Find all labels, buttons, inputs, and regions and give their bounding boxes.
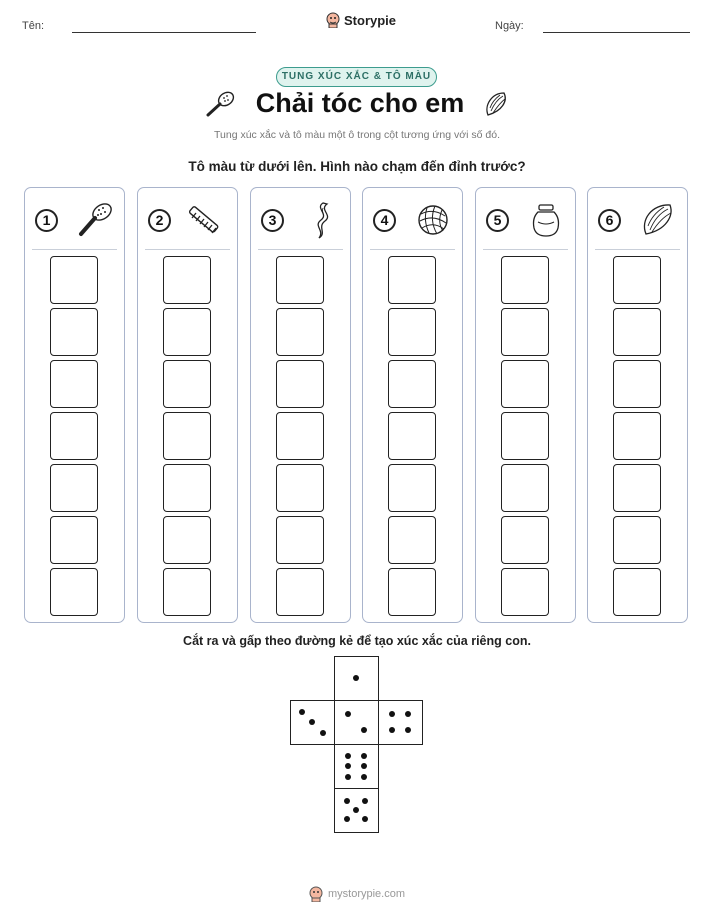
dice-pip [361,727,367,733]
column-number: 4 [373,209,396,232]
dice-pip [344,798,350,804]
instruction: Tô màu từ dưới lên. Hình nào chạm đến đỉnh trước? [188,159,526,174]
color-cell[interactable] [388,516,436,564]
dice-pip [405,711,411,717]
activity-badge: TUNG XÚC XẮC & TÔ MÀU [276,67,437,87]
color-cell[interactable] [276,308,324,356]
color-cell[interactable] [163,568,211,616]
dice-pip [345,753,351,759]
color-cell[interactable] [613,568,661,616]
color-cell[interactable] [613,412,661,460]
color-cell[interactable] [50,412,98,460]
color-cell[interactable] [50,308,98,356]
color-cell[interactable] [388,308,436,356]
dice-face-2 [334,700,379,745]
storypie-mascot-icon [326,12,340,28]
dice-pip [361,763,367,769]
cell-stack [501,256,549,620]
footer-url: mystorypie.com [327,888,406,900]
hairbrush-icon [75,200,115,240]
color-cell[interactable] [163,308,211,356]
dice-face-5 [334,788,379,833]
column-6 [587,187,688,623]
dice-pip [405,727,411,733]
color-cell[interactable] [50,516,98,564]
dice-pip [361,753,367,759]
color-cell[interactable] [613,256,661,304]
cut-instruction: Cắt ra và gấp theo đường kẻ để tạo xúc xắc của riêng con. [183,634,531,648]
color-cell[interactable] [50,360,98,408]
dice-pip [353,807,359,813]
dice-pip [361,774,367,780]
brand-name: Storypie [344,12,397,28]
dice-pip [345,763,351,769]
color-cell[interactable] [388,412,436,460]
dice-face-6 [334,744,379,789]
date-line[interactable] [543,32,690,33]
color-cell[interactable] [501,360,549,408]
hairbrush-icon [204,89,238,119]
dice-face-4 [378,700,423,745]
subtitle: Tung xúc xắc và tô màu một ô trong cột tương ứng với số đó. [214,129,500,141]
dice-pip [362,798,368,804]
color-cell[interactable] [388,464,436,512]
name-line[interactable] [72,32,256,33]
color-cell[interactable] [613,360,661,408]
footer [0,886,714,902]
name-label: Tên: [22,20,45,32]
color-cell[interactable] [163,516,211,564]
brand-logo [326,12,396,28]
color-cell[interactable] [501,256,549,304]
color-cell[interactable] [388,568,436,616]
column-number: 1 [35,209,58,232]
column-number: 2 [148,209,171,232]
dice-face-1 [334,656,379,701]
color-cell[interactable] [276,516,324,564]
date-label: Ngày: [495,20,524,32]
dice-pip [299,709,305,715]
color-cell[interactable] [501,464,549,512]
column-number: 5 [486,209,509,232]
color-cell[interactable] [163,464,211,512]
color-cell[interactable] [388,360,436,408]
dice-pip [345,711,351,717]
color-cell[interactable] [613,308,661,356]
dice-pip [353,675,359,681]
dice-pip [389,711,395,717]
column-number: 6 [598,209,621,232]
page-title: Chải tóc cho em [255,88,465,118]
color-cell[interactable] [276,412,324,460]
cell-stack [388,256,436,620]
dice-pip [362,816,368,822]
color-cell[interactable] [501,308,549,356]
color-cell[interactable] [163,256,211,304]
comb-icon [188,200,228,240]
dice-pip [309,719,315,725]
dice-pip [320,730,326,736]
hair-lock-icon [301,200,341,240]
dice-pip [389,727,395,733]
color-cell[interactable] [501,412,549,460]
color-cell[interactable] [276,464,324,512]
dice-face-3 [290,700,335,745]
column-4 [362,187,463,623]
color-cell[interactable] [50,464,98,512]
color-cell[interactable] [388,256,436,304]
cell-stack [50,256,98,620]
hair-bun-icon [482,89,510,119]
color-cell[interactable] [276,360,324,408]
column-5 [475,187,576,623]
dice-pip [345,774,351,780]
color-cell[interactable] [501,568,549,616]
color-cell[interactable] [501,516,549,564]
hair-bun-icon [638,200,678,240]
color-cell[interactable] [163,360,211,408]
jar-icon [526,200,566,240]
color-cell[interactable] [50,256,98,304]
title-row [0,88,714,119]
storypie-mascot-icon [309,886,323,902]
cell-stack [276,256,324,620]
cell-stack [163,256,211,620]
cell-stack [613,256,661,620]
color-cell[interactable] [276,256,324,304]
dice-pip [344,816,350,822]
color-cell[interactable] [613,516,661,564]
column-2 [137,187,238,623]
column-3 [250,187,351,623]
color-cell[interactable] [50,568,98,616]
color-cell[interactable] [613,464,661,512]
yarn-ball-icon [413,200,453,240]
column-number: 3 [261,209,284,232]
column-1 [24,187,125,623]
color-cell[interactable] [276,568,324,616]
color-cell[interactable] [163,412,211,460]
